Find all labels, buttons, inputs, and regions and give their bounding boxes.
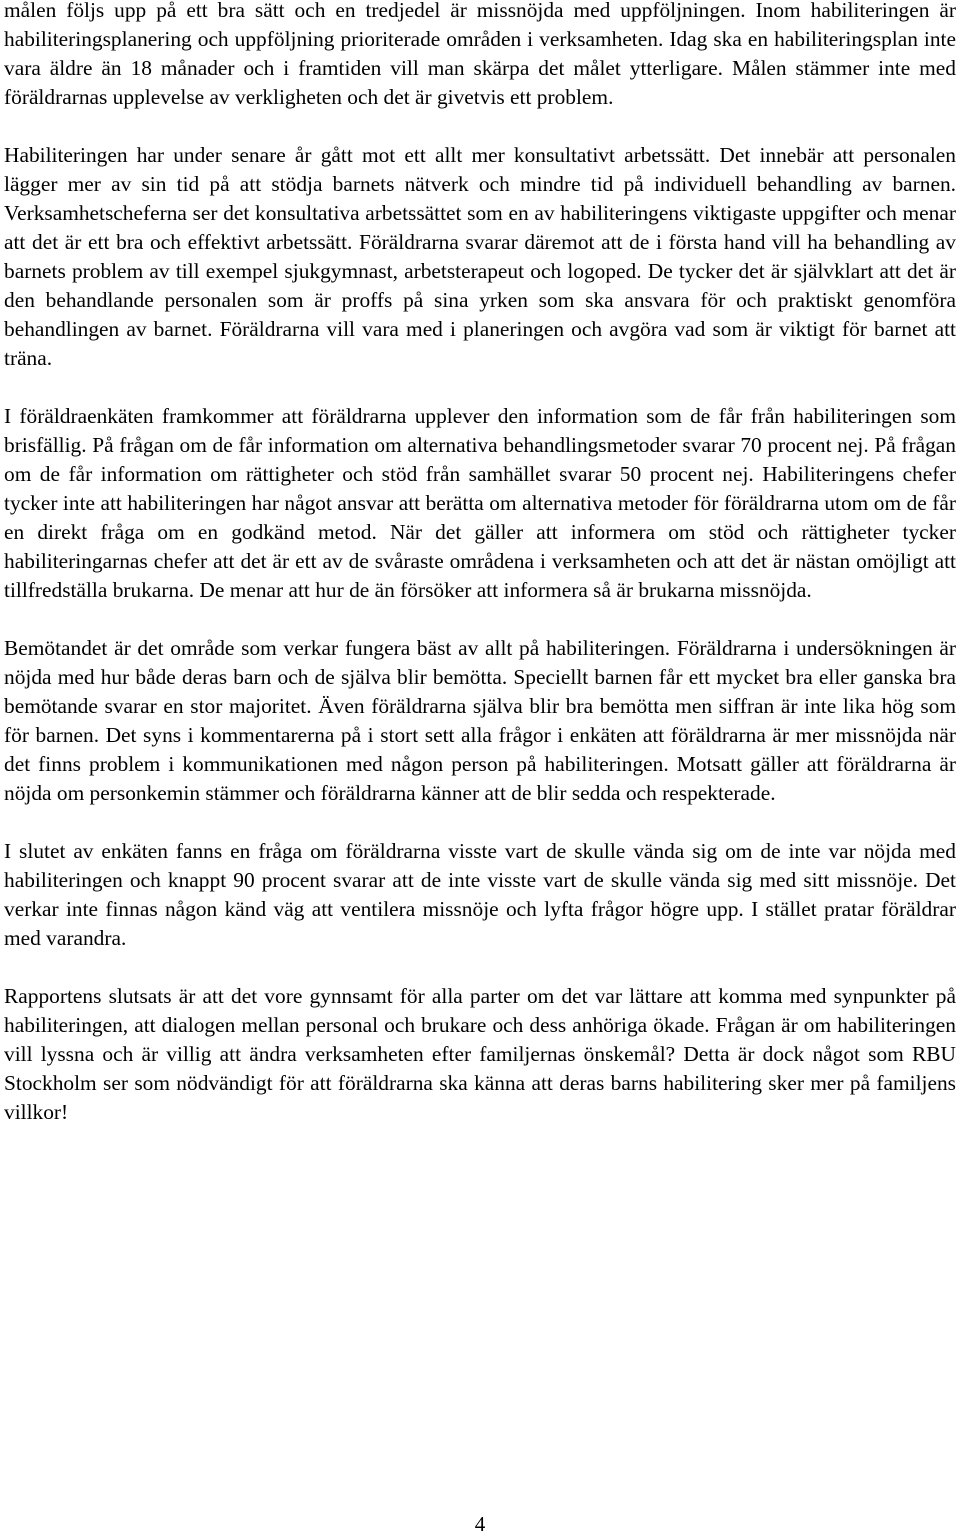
paragraph-consultative-approach: Habiliteringen har under senare år gått mot ett allt mer konsultativt arbetssätt. Det innebär att personalen lägger mer av sin tid på att stödja barnets nätverk och mindre tid på individuell behandling av barnen. Verksamhetscheferna ser det konsultativa arbetssättet som en av habiliteringens viktigaste uppgifter och menar att det är ett bra och effektivt arbetssätt. Föräldrarna svarar däremot att de i första hand vill ha behandling av barnets problem av till exempel sjukgymnast, arbetsterapeut och logoped. De tycker det är självklart att det är den behandlande personalen som är proffs på sina yrken som ska ansvara för och praktiskt genomföra behandlingen av barnet. Föräldrarna vill vara med i planeringen och avgöra vad som är viktigt för barnet att träna. bbox=[4, 143, 956, 370]
paragraph-information: I föräldraenkäten framkommer att föräldrarna upplever den information som de får från habiliteringen som brisfällig. På frågan om de får information om alternativa behandlingsmetoder svarar 70 procent nej. På frågan om de får information om rättigheter och stöd från samhället svarar 50 procent nej. Habiliteringens chefer tycker inte att habiliteringen har något ansvar att berätta om alternativa metoder för föräldrarna utom om de får en direkt fråga om en godkänd metod. När det gäller att informera om stöd och rättigheter tycker habiliteringarnas chefer att det är ett av de svåraste områdena i verksamheten och att det är nästan omöjligt att tillfredställa brukarna. De menar att hur de än försöker att informera så är brukarna missnöjda. bbox=[4, 404, 956, 602]
paragraph-conclusion: Rapportens slutsats är att det vore gynnsamt för alla parter om det var lättare att komma med synpunkter på habiliteringen, att dialogen mellan personal och brukare och dess anhöriga ökade. Frågan är om habiliteringen vill lyssna och är villig att ändra verksamheten efter familjernas önskemål? Detta är dock något som RBU Stockholm ser som nödvändigt för att föräldrarna ska känna att deras barns habilitering sker mer på familjens villkor! bbox=[4, 984, 956, 1124]
paragraph-followup-goals: målen följs upp på ett bra sätt och en tredjedel är missnöjda med uppföljningen. Inom habiliteringen är habiliteringsplanering och uppföljning prioriterade områden i verksamheten. Idag ska en habiliteringsplan inte vara äldre än 18 månader och i framtiden vill man skärpa det målet ytterligare. Målen stämmer inte med föräldrarnas upplevelse av verkligheten och det är givetvis ett problem. bbox=[4, 0, 956, 109]
paragraph-complaints: I slutet av enkäten fanns en fråga om föräldrarna visste vart de skulle vända sig om de inte var nöjda med habiliteringen och knappt 90 procent svarar att de inte visste vart de skulle vända sig med sitt missnöje. Det verkar inte finnas någon känd väg att ventilera missnöje och lyfta frågor högre upp. I stället pratar föräldrar med varandra. bbox=[4, 839, 956, 950]
paragraph-treatment-of-families: Bemötandet är det område som verkar fungera bäst av allt på habiliteringen. Föräldrarna i undersökningen är nöjda med hur både deras barn och de själva blir bemötta. Speciellt barnen får ett mycket bra eller ganska bra bemötande svarar en stor majoritet. Även föräldrarna själva blir bra bemötta men siffran är inte lika hög som för barnen. Det syns i kommentarerna på i stort sett alla frågor i enkäten att föräldrarna är mer missnöjda när det finns problem i kommunikationen med någon person på habiliteringen. Motsatt gäller att föräldrarna är nöjda om personkemin stämmer och föräldrarna känner att de blir sedda och respekterade. bbox=[4, 636, 956, 805]
page-number: 4 bbox=[474, 1512, 486, 1536]
document-page bbox=[4, 0, 956, 1127]
